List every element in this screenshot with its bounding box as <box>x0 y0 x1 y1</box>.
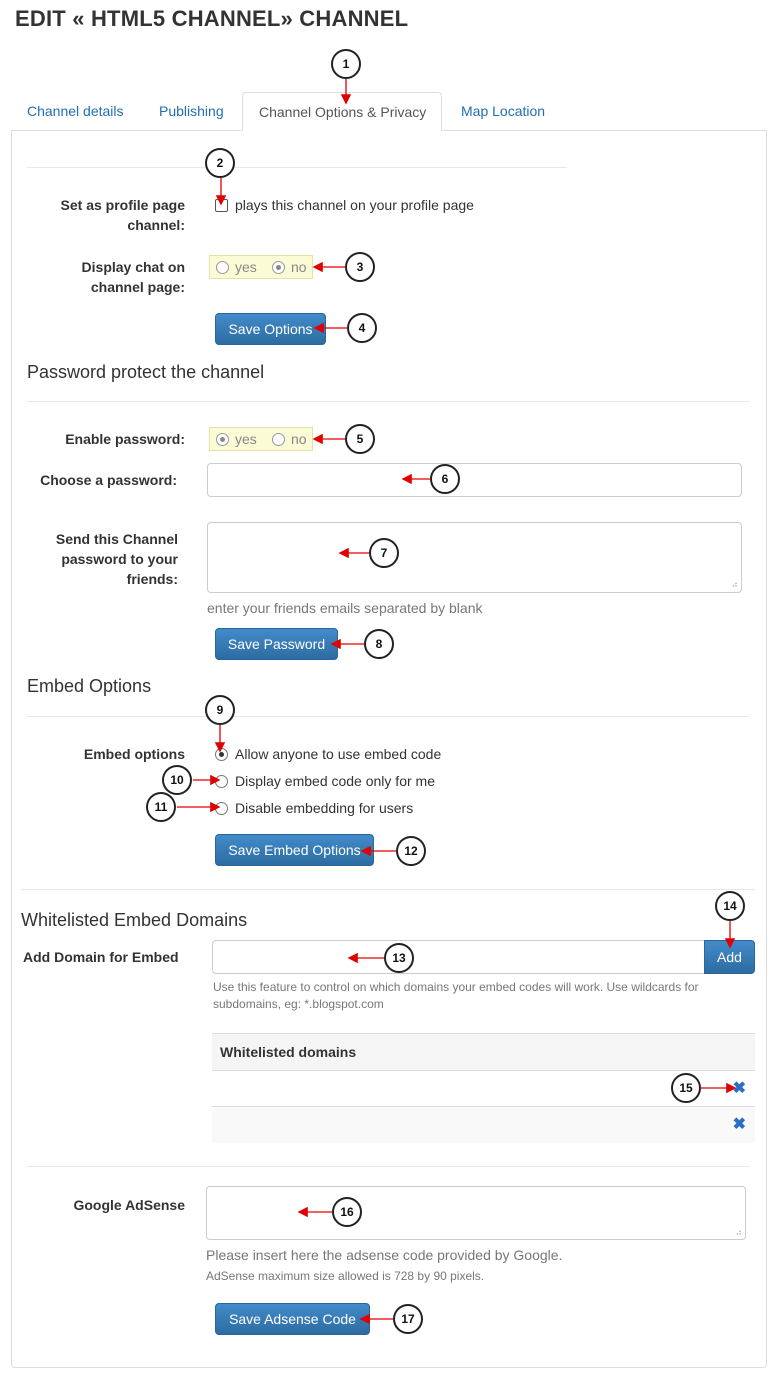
callout-5: 5 <box>345 424 375 454</box>
embed-only-me-label: Display embed code only for me <box>235 773 435 789</box>
password-yes-label: yes <box>235 431 257 447</box>
whitelist-help-text: Use this feature to control on which domains your embed codes will work. Use wildcards for subdomains, eg: *.blogspot.com <box>213 980 699 1011</box>
profile-page-label: Set as profile page channel: <box>60 197 185 233</box>
callout-15: 15 <box>671 1073 701 1103</box>
tab-channel-options-privacy[interactable]: Channel Options & Privacy <box>242 92 442 131</box>
embed-allow-label: Allow anyone to use embed code <box>235 746 442 762</box>
callout-4: 4 <box>347 313 377 343</box>
tab-map-location[interactable]: Map Location <box>461 103 546 119</box>
chat-yes-label: yes <box>235 259 257 275</box>
callout-3: 3 <box>345 252 375 282</box>
callout-14: 14 <box>715 891 745 921</box>
page-title: EDIT « HTML5 CHANNEL» CHANNEL <box>15 6 409 31</box>
password-no-label: no <box>291 431 307 447</box>
callout-7: 7 <box>369 538 399 568</box>
callout-11: 11 <box>146 792 176 822</box>
callout-6: 6 <box>430 464 460 494</box>
embed-options-label: Embed options <box>83 746 185 762</box>
chat-label: Display chat on channel page: <box>81 259 185 295</box>
friends-help-text: enter your friends emails separated by blank <box>207 600 483 616</box>
profile-page-checkbox-text: plays this channel on your profile page <box>235 197 474 213</box>
chat-no-label: no <box>291 259 307 275</box>
resize-grip-icon[interactable]: ⠴ <box>731 579 737 589</box>
resize-grip-icon[interactable]: ⠴ <box>735 1227 741 1237</box>
tab-channel-details[interactable]: Channel details <box>27 103 124 119</box>
save-adsense-button[interactable]: Save Adsense Code <box>215 1303 370 1335</box>
callout-2: 2 <box>205 148 235 178</box>
callout-8: 8 <box>364 629 394 659</box>
callout-13: 13 <box>384 943 414 973</box>
enable-password-label: Enable password: <box>65 431 185 447</box>
save-options-button[interactable]: Save Options <box>215 313 326 345</box>
remove-domain-icon[interactable]: ✖ <box>732 1080 746 1097</box>
choose-password-label: Choose a password: <box>40 472 177 488</box>
tab-publishing[interactable]: Publishing <box>159 103 224 119</box>
add-domain-button[interactable]: Add <box>704 940 755 974</box>
embed-disable-label: Disable embedding for users <box>235 800 414 816</box>
callout-12: 12 <box>396 836 426 866</box>
callout-1: 1 <box>331 49 361 79</box>
callout-9: 9 <box>205 695 235 725</box>
callout-16: 16 <box>332 1197 362 1227</box>
whitelisted-domains-header: Whitelisted domains <box>212 1033 755 1071</box>
adsense-help-text: Please insert here the adsense code provided by Google. <box>206 1247 563 1263</box>
remove-domain-icon[interactable]: ✖ <box>732 1116 746 1133</box>
embed-section-title: Embed Options <box>27 676 152 696</box>
save-password-button[interactable]: Save Password <box>215 628 338 660</box>
password-section-title: Password protect the channel <box>27 362 265 382</box>
whitelist-section-title: Whitelisted Embed Domains <box>21 910 248 930</box>
send-password-label: Send this Channel password to your friends: <box>55 531 178 587</box>
adsense-size-note: AdSense maximum size allowed is 728 by 90 pixels. <box>206 1269 485 1283</box>
callout-17: 17 <box>393 1304 423 1334</box>
callout-10: 10 <box>162 765 192 795</box>
adsense-label: Google AdSense <box>73 1197 185 1213</box>
add-domain-label: Add Domain for Embed <box>23 949 179 965</box>
save-embed-options-button[interactable]: Save Embed Options <box>215 834 374 866</box>
